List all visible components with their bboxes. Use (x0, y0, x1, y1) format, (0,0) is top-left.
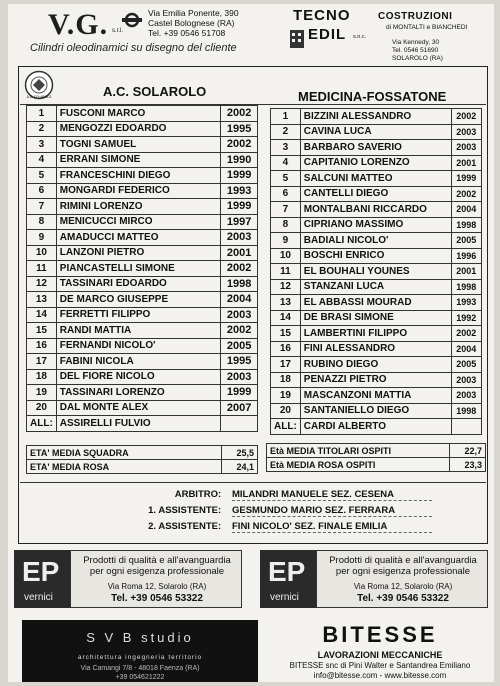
table-row (271, 171, 482, 187)
official-row: 2. ASSISTENTE : FINI NICOLO' SEZ. FINALE EMILIA (20, 521, 486, 535)
player-birth-year: 1993 (221, 183, 258, 199)
player-name: BADIALI NICOLO' (300, 233, 451, 249)
player-number: 1 (27, 106, 57, 122)
player-birth-year: 2007 (221, 400, 258, 416)
player-number: 15 (27, 323, 57, 339)
building-icon (288, 26, 306, 48)
table-row (271, 124, 482, 140)
player-number: 12 (27, 276, 57, 292)
player-birth-year: 2003 (221, 230, 258, 246)
player-birth-year: 1997 (221, 214, 258, 230)
player-name: EL BOUHALI YOUNES (300, 264, 451, 280)
coach-name: CARDI ALBERTO (300, 419, 451, 435)
player-name: MENICUCCI MIRCO (56, 214, 220, 230)
player-birth-year: 2004 (451, 341, 481, 357)
player-birth-year: 2005 (221, 338, 258, 354)
player-birth-year: 2001 (221, 245, 258, 261)
coach-label: ALL: (271, 419, 301, 435)
avg-roster-value: 24,1 (222, 460, 258, 474)
player-birth-year: 1995 (221, 354, 258, 370)
table-row (27, 385, 258, 401)
bitesse-logo: BITESSE (322, 622, 438, 647)
player-name: FERNANDI NICOLO' (56, 338, 220, 354)
table-row (27, 446, 258, 460)
table-row (271, 155, 482, 171)
player-number: 11 (27, 261, 57, 277)
official-name: FINI NICOLO' SEZ. FINALE EMILIA (232, 521, 432, 533)
player-number: 10 (27, 245, 57, 261)
player-number: 20 (271, 403, 301, 419)
player-birth-year: 2002 (221, 323, 258, 339)
official-label: 2. ASSISTENTE (148, 521, 218, 532)
player-name: DE BRASI SIMONE (300, 310, 451, 326)
player-birth-year: 2002 (451, 109, 481, 125)
vg-tagline: Cilindri oleodinamici su disegno del cliente (30, 42, 237, 54)
player-number: 16 (27, 338, 57, 354)
away-team-title: MEDICINA-FOSSATONE (298, 89, 447, 104)
table-row (27, 261, 258, 277)
coach-row (271, 419, 482, 435)
table-row (271, 403, 482, 419)
player-name: ERRANI SIMONE (56, 152, 220, 168)
table-row (271, 248, 482, 264)
player-birth-year: 2005 (451, 357, 481, 373)
ep-logo: EP vernici (14, 550, 70, 608)
player-birth-year: 2002 (451, 186, 481, 202)
table-row (27, 214, 258, 230)
player-birth-year: 1996 (451, 248, 481, 264)
player-number: 3 (271, 140, 301, 156)
player-name: FRANCESCHINI DIEGO (56, 168, 220, 184)
player-name: BOSCHI ENRICO (300, 248, 451, 264)
player-birth-year: 2004 (451, 202, 481, 218)
player-name: FUSCONI MARCO (56, 106, 220, 122)
table-row (27, 199, 258, 215)
player-name: CIPRIANO MASSIMO (300, 217, 451, 233)
player-number: 9 (27, 230, 57, 246)
table-row (271, 264, 482, 280)
avg-team-label: Età MEDIA TITOLARI OSPITI (267, 444, 450, 458)
table-row (27, 121, 258, 137)
player-birth-year: 2004 (221, 292, 258, 308)
player-birth-year: 2003 (451, 124, 481, 140)
official-label: ARBITRO (174, 489, 218, 500)
official-row: ARBITRO : MILANDRI MANUELE SEZ. CESENA (20, 489, 486, 503)
player-number: 9 (271, 233, 301, 249)
table-row (267, 444, 486, 458)
table-row (27, 106, 258, 122)
player-number: 17 (271, 357, 301, 373)
player-number: 6 (27, 183, 57, 199)
table-row (271, 186, 482, 202)
player-number: 19 (271, 388, 301, 404)
coach-name: ASSIRELLI FULVIO (56, 416, 220, 432)
player-number: 2 (27, 121, 57, 137)
player-number: 13 (271, 295, 301, 311)
table-row (271, 109, 482, 125)
player-birth-year: 1998 (451, 217, 481, 233)
player-birth-year: 1999 (221, 199, 258, 215)
svb-studio-ad: S V B studio architettura ingegneria territorio Via Camangi 7/8 - 48018 Faenza (RA) +39 054621222 (22, 620, 258, 682)
player-name: SALCUNI MATTEO (300, 171, 451, 187)
player-name: PIANCASTELLI SIMONE (56, 261, 220, 277)
table-row (27, 400, 258, 416)
player-name: RUBINO DIEGO (300, 357, 451, 373)
player-number: 17 (27, 354, 57, 370)
match-sheet (8, 4, 494, 682)
player-number: 6 (271, 186, 301, 202)
player-name: DEL FIORE NICOLO (56, 369, 220, 385)
table-row (27, 292, 258, 308)
table-row (267, 458, 486, 472)
player-birth-year: 1993 (451, 295, 481, 311)
vg-srl: s.r.l. (112, 28, 124, 34)
official-name: MILANDRI MANUELE SEZ. CESENA (232, 489, 432, 501)
coach-label: ALL: (27, 416, 57, 432)
player-number: 5 (271, 171, 301, 187)
home-team-title: A.C. SOLAROLO (103, 84, 207, 99)
table-row (27, 460, 258, 474)
home-age-stats (26, 445, 258, 474)
player-name: CANTELLI DIEGO (300, 186, 451, 202)
player-name: MONTALBANI RICCARDO (300, 202, 451, 218)
player-number: 12 (271, 279, 301, 295)
player-birth-year: 1998 (451, 403, 481, 419)
player-number: 7 (27, 199, 57, 215)
avg-team-value: 25,5 (222, 446, 258, 460)
player-birth-year: 2003 (451, 140, 481, 156)
away-age-stats (266, 443, 486, 472)
player-name: SANTANIELLO DIEGO (300, 403, 451, 419)
costruzioni-address: Via Kennedy, 30 Tel. 0546 51690 SOLAROLO (RA) (392, 39, 443, 62)
header (8, 4, 494, 66)
player-name: FINI ALESSANDRO (300, 341, 451, 357)
table-row (271, 326, 482, 342)
player-birth-year: 2005 (451, 233, 481, 249)
player-birth-year: 1999 (451, 171, 481, 187)
player-name: FERRETTI FILIPPO (56, 307, 220, 323)
player-name: MASCANZONI MATTIA (300, 388, 451, 404)
player-number: 18 (27, 369, 57, 385)
avg-team-value: 22,7 (450, 444, 486, 458)
table-row (271, 217, 482, 233)
player-birth-year: 2003 (451, 372, 481, 388)
table-row (271, 202, 482, 218)
table-row (271, 140, 482, 156)
table-row (27, 183, 258, 199)
vg-logo: V.G. (48, 8, 109, 41)
player-number: 14 (271, 310, 301, 326)
player-name: PENAZZI PIETRO (300, 372, 451, 388)
player-name: RANDI MATTIA (56, 323, 220, 339)
avg-roster-label: ETA' MEDIA ROSA (27, 460, 222, 474)
player-name: CAPITANIO LORENZO (300, 155, 451, 171)
player-birth-year: 1990 (221, 152, 258, 168)
away-roster-table (270, 108, 482, 435)
player-number: 11 (271, 264, 301, 280)
avg-team-label: ETA' MEDIA SQUADRA (27, 446, 222, 460)
svb-logo: S V B studio (86, 630, 194, 645)
player-name: BIZZINI ALESSANDRO (300, 109, 451, 125)
player-birth-year: 1998 (221, 276, 258, 292)
player-number: 18 (271, 372, 301, 388)
player-name: BARBARO SAVERIO (300, 140, 451, 156)
table-row (27, 307, 258, 323)
player-name: RIMINI LORENZO (56, 199, 220, 215)
player-number: 19 (27, 385, 57, 401)
table-row (27, 168, 258, 184)
player-name: MENGOZZI EDOARDO (56, 121, 220, 137)
player-number: 7 (271, 202, 301, 218)
table-row (271, 357, 482, 373)
player-birth-year: 2001 (451, 264, 481, 280)
player-birth-year: 2001 (451, 155, 481, 171)
player-number: 15 (271, 326, 301, 342)
player-birth-year: 2003 (221, 307, 258, 323)
player-birth-year: 1999 (221, 168, 258, 184)
player-birth-year: 2002 (221, 106, 258, 122)
player-birth-year: 2002 (451, 326, 481, 342)
ep-logo: EP vernici (260, 550, 316, 608)
edil-logo: EDIL (308, 26, 347, 43)
player-number: 14 (27, 307, 57, 323)
officials-box (20, 482, 486, 540)
table-row (27, 276, 258, 292)
player-name: TOGNI SAMUEL (56, 137, 220, 153)
player-name: MONGARDI FEDERICO (56, 183, 220, 199)
player-birth-year: 1992 (451, 310, 481, 326)
player-name: TASSINARI EDOARDO (56, 276, 220, 292)
vg-address: Via Emilia Ponente, 390 Castel Bolognese (RA) Tel. +39 0546 51708 (148, 8, 239, 38)
table-row (271, 372, 482, 388)
player-number: 10 (271, 248, 301, 264)
player-number: 8 (271, 217, 301, 233)
coach-empty (451, 419, 481, 435)
player-number: 1 (271, 109, 301, 125)
player-birth-year: 1999 (221, 385, 258, 401)
table-row (27, 245, 258, 261)
coach-empty (221, 416, 258, 432)
player-number: 8 (27, 214, 57, 230)
table-row (271, 388, 482, 404)
player-number: 13 (27, 292, 57, 308)
player-number: 3 (27, 137, 57, 153)
player-name: DE MARCO GIUSEPPE (56, 292, 220, 308)
player-birth-year: 2003 (221, 369, 258, 385)
player-birth-year: 2002 (221, 261, 258, 277)
player-name: AMADUCCI MATTEO (56, 230, 220, 246)
home-roster-table (26, 105, 258, 432)
player-birth-year: 2003 (451, 388, 481, 404)
official-name: GESMUNDO MARIO SEZ. FERRARA (232, 505, 432, 517)
svg-text:A.C. SOLAROLO: A.C. SOLAROLO (26, 95, 52, 99)
official-label: 1. ASSISTENTE (148, 505, 218, 516)
player-name: EL ABBASSI MOURAD (300, 295, 451, 311)
player-name: FABINI NICOLA (56, 354, 220, 370)
table-row (27, 323, 258, 339)
avg-roster-value: 23,3 (450, 458, 486, 472)
player-number: 4 (27, 152, 57, 168)
bitesse-ad: BITESSE LAVORAZIONI MECCANICHE BITESSE snc di Pini Walter e Santandrea Emiliano info@bitesse.com - www.bitesse.com (266, 620, 494, 682)
table-row (27, 137, 258, 153)
table-row (271, 341, 482, 357)
ep-vernici-ad: EP vernici Prodotti di qualità e all'avanguardia per ogni esigenza professionale Via Roma 12, Solarolo (RA) Tel. +39 0546 53322 (260, 550, 488, 608)
table-row (27, 354, 258, 370)
player-name: LAMBERTINI FILIPPO (300, 326, 451, 342)
player-name: STANZANI LUCA (300, 279, 451, 295)
costruzioni-sub: di MONTALTI e BIANCHEDI (386, 24, 468, 31)
player-number: 5 (27, 168, 57, 184)
gear-icon (121, 10, 143, 30)
player-name: CAVINA LUCA (300, 124, 451, 140)
player-name: DAL MONTE ALEX (56, 400, 220, 416)
player-birth-year: 1998 (451, 279, 481, 295)
table-row (27, 152, 258, 168)
player-number: 2 (271, 124, 301, 140)
player-number: 4 (271, 155, 301, 171)
table-row (27, 338, 258, 354)
edil-snc: s.n.c. (353, 34, 367, 40)
player-name: LANZONI PIETRO (56, 245, 220, 261)
table-row (27, 369, 258, 385)
table-row (271, 310, 482, 326)
table-row (271, 279, 482, 295)
player-number: 16 (271, 341, 301, 357)
avg-roster-label: Età MEDIA ROSA OSPITI (267, 458, 450, 472)
costruzioni-title: COSTRUZIONI (378, 11, 453, 22)
tecno-logo: TECNO (293, 7, 351, 24)
table-row (27, 230, 258, 246)
table-row (271, 295, 482, 311)
player-birth-year: 2002 (221, 137, 258, 153)
player-name: TASSINARI LORENZO (56, 385, 220, 401)
ep-vernici-ad: EP vernici Prodotti di qualità e all'avanguardia per ogni esigenza professionale Via Roma 12, Solarolo (RA) Tel. +39 0546 53322 (14, 550, 242, 608)
player-birth-year: 1995 (221, 121, 258, 137)
coach-row (27, 416, 258, 432)
official-row: 1. ASSISTENTE : GESMUNDO MARIO SEZ. FERRARA (20, 505, 486, 519)
club-crest-icon (24, 70, 54, 100)
player-number: 20 (27, 400, 57, 416)
table-row (271, 233, 482, 249)
